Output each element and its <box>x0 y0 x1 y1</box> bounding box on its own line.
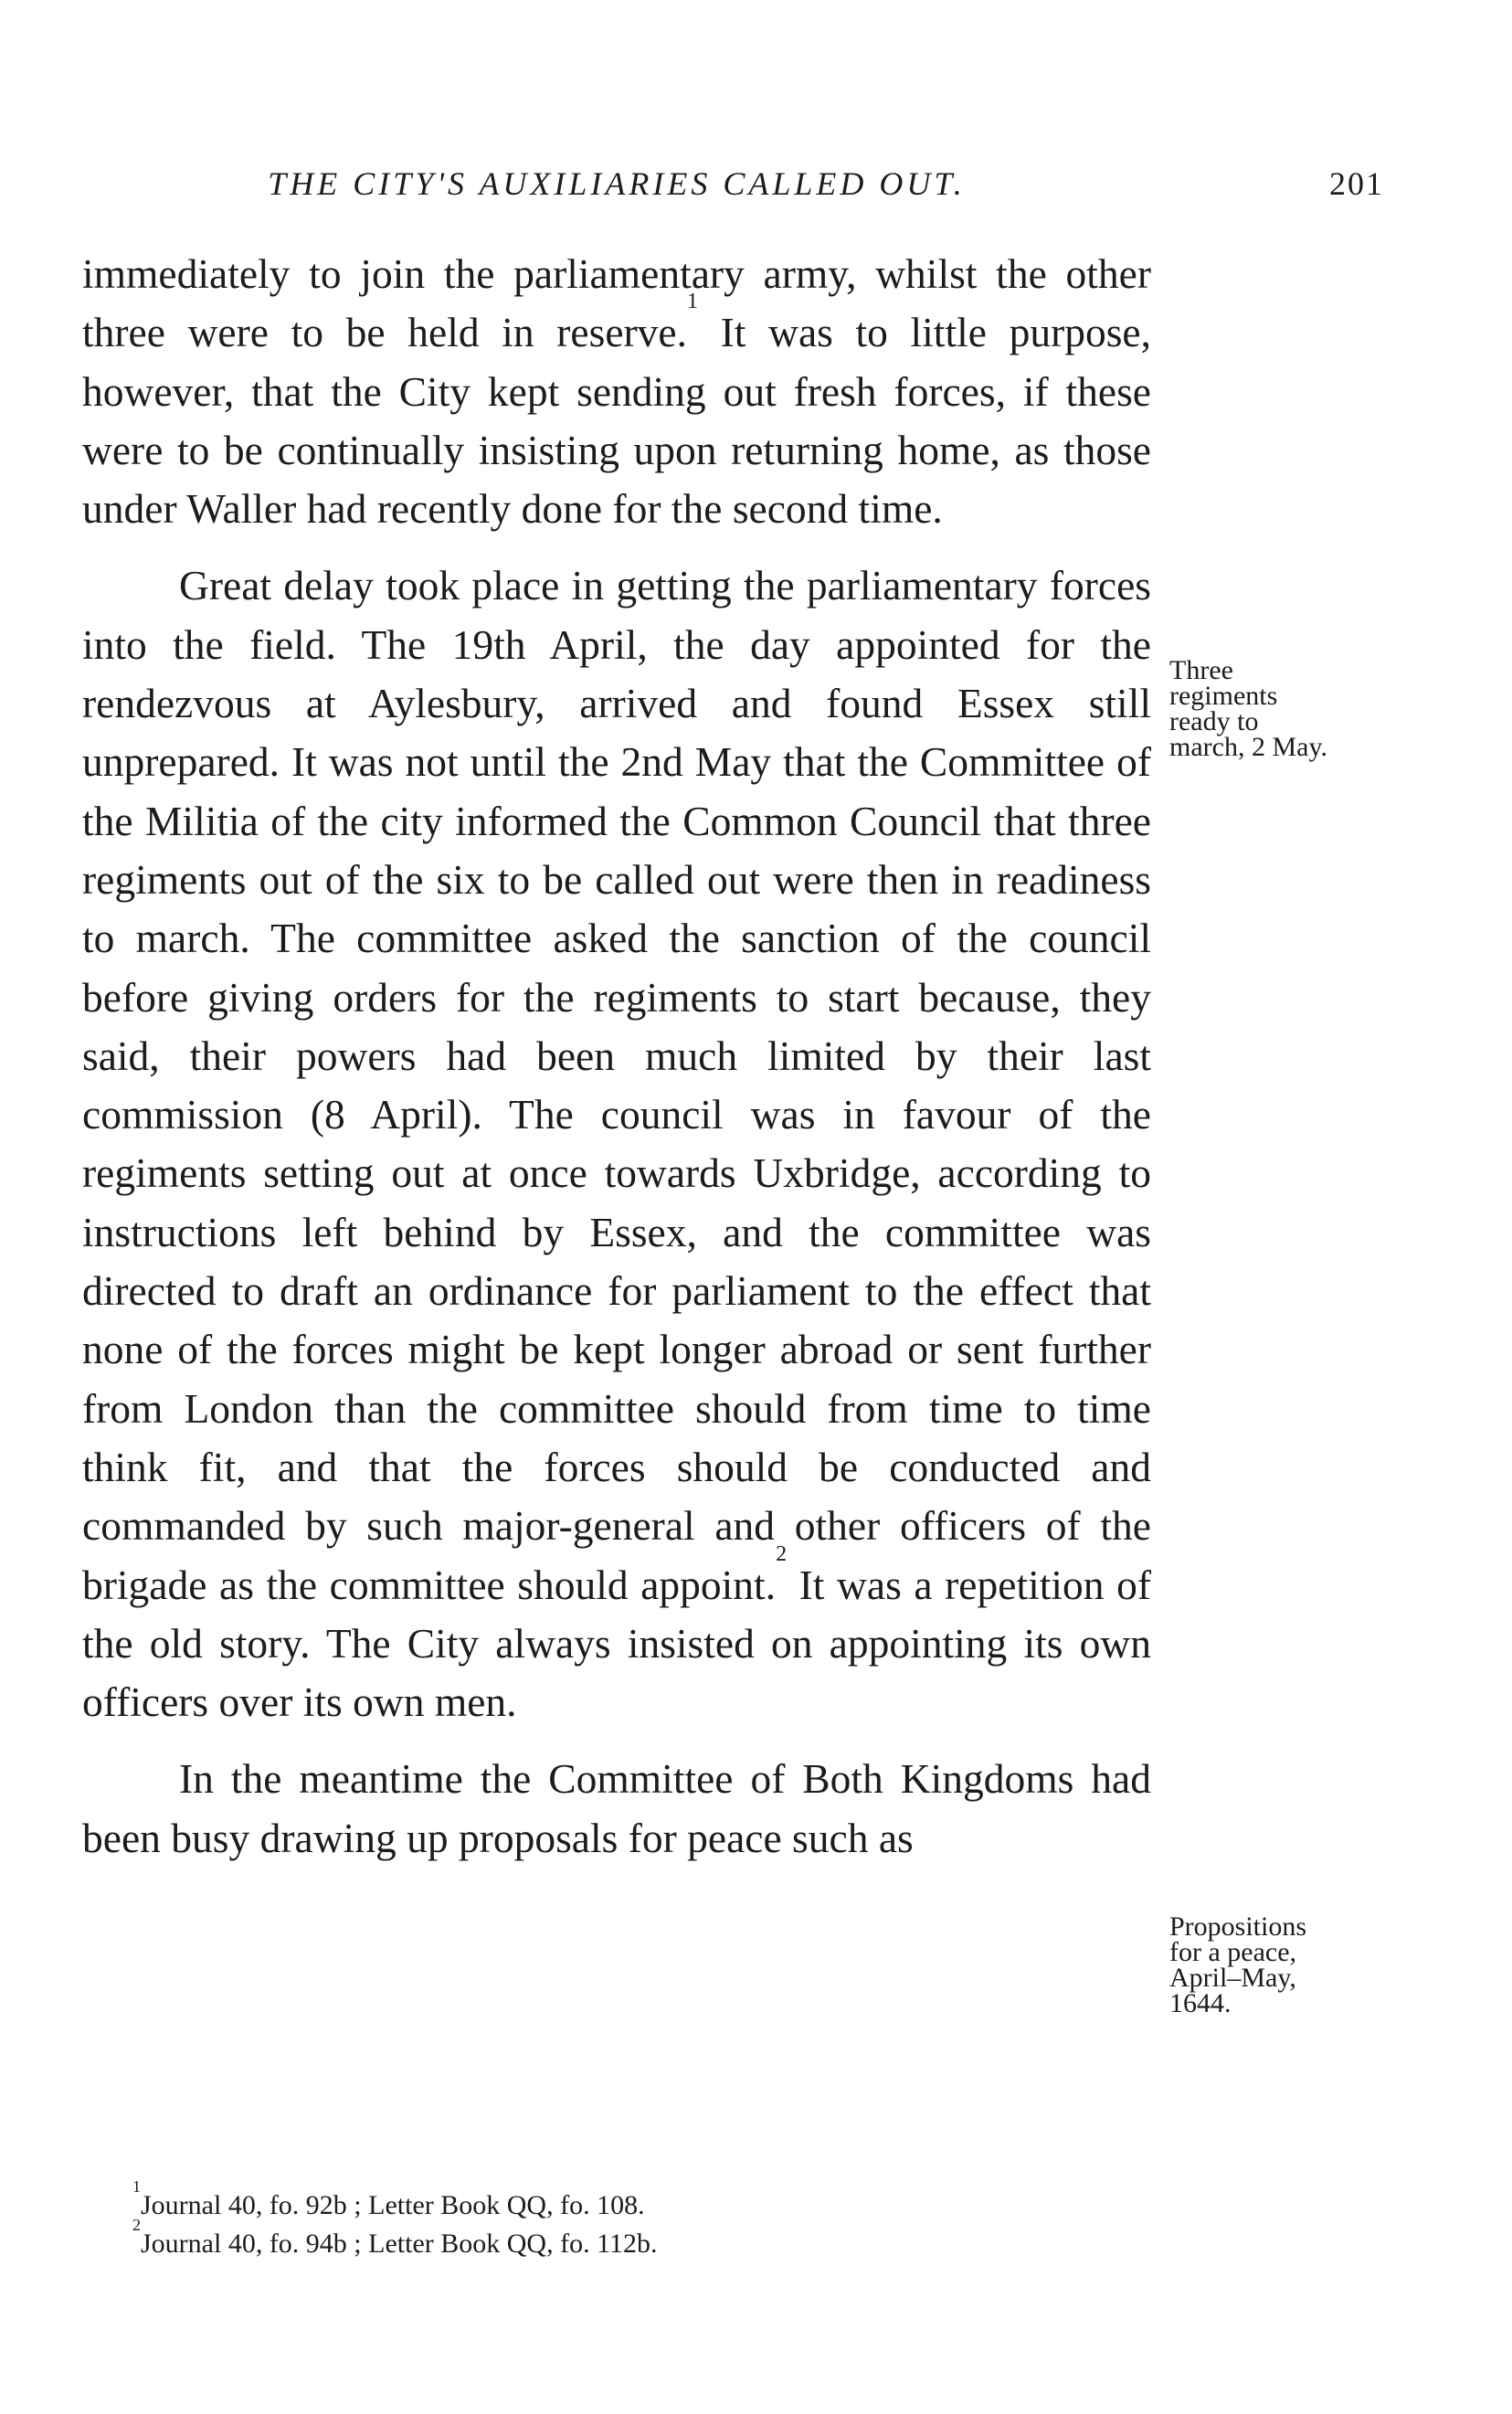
footnote-marker: 2 <box>132 2216 141 2234</box>
paragraph-2 <box>82 556 1151 1731</box>
main-text <box>82 245 1151 1868</box>
page-number: 201 <box>1329 165 1384 202</box>
footnotes <box>132 2177 1137 2263</box>
margin-note-line: for a peace, <box>1169 1937 1297 1967</box>
running-head <box>87 157 1384 203</box>
footnote-2 <box>132 2216 1137 2263</box>
margin-note-line: April–May, <box>1169 1963 1296 1993</box>
margin-note-line: Propositions <box>1169 1911 1307 1942</box>
footnote-marker: 1 <box>132 2177 141 2196</box>
paragraph-1-text-a: immediately to join the parliamentary army, whilst the other three were to be held in reserve. <box>82 250 1151 356</box>
footnote-text: Journal 40, fo. 92b ; Letter Book QQ, fo. 108. <box>141 2190 645 2220</box>
margin-note-regiments <box>1169 655 1389 762</box>
margin-note-line: regiments <box>1169 681 1278 711</box>
margin-note-line: ready to <box>1169 706 1259 736</box>
footnote-1 <box>132 2177 1137 2225</box>
margin-note-line: Three <box>1169 655 1233 685</box>
paragraph-1 <box>82 245 1151 538</box>
margin-note-propositions <box>1169 1911 1389 2018</box>
paragraph-3-text: In the meantime the Committee of Both Kingdoms had been busy drawing up proposals for peace such as <box>82 1755 1151 1861</box>
footnote-ref-2: 2 <box>776 1541 788 1566</box>
paragraph-2-text-b: It was a repetition of the old story. The City always insisted on appointing its own officers over its own men. <box>82 1561 1151 1726</box>
running-title: THE CITY'S AUXILIARIES CALLED OUT. <box>268 165 966 202</box>
footnote-text: Journal 40, fo. 94b ; Letter Book QQ, fo. 112b. <box>141 2229 658 2259</box>
paragraph-1-text-b: It was to little purpose, however, that the City kept sending out fresh forces, if these were to be continually insisting upon returning home, as those under Waller had recently done for the second time. <box>82 309 1152 533</box>
paragraph-3 <box>82 1750 1151 1868</box>
paragraph-2-text-a: Great delay took place in getting the parliamentary forces into the field. The 19th April, the day appointed for the rendezvous at Aylesbury, arrived and found Essex still unprepared. It was not until the 2nd May that the Committee of the Militia of the city informed the Common Council that three regiments out of the six to be called out were then in readiness to march. The committee asked the sanction of the council before giving orders for the regiments to start because, they said, their powers had been much limited by their last commission (8 April). The council was in favour of the regiments setting out at once towards Uxbridge, according to instructions left behind by Essex, and the committee was directed to draft an ordinance for parliament to the effect that none of the forces might be kept longer abroad or sent further from London than the committee should from time to time think fit, and that the forces should be conducted and commanded by such major-general and other officers of the brigade as the committee should appoint. <box>82 562 1151 1608</box>
margin-note-line: 1644. <box>1169 1988 1232 2018</box>
footnote-ref-1: 1 <box>687 290 698 314</box>
margin-note-line: march, 2 May. <box>1169 732 1327 762</box>
